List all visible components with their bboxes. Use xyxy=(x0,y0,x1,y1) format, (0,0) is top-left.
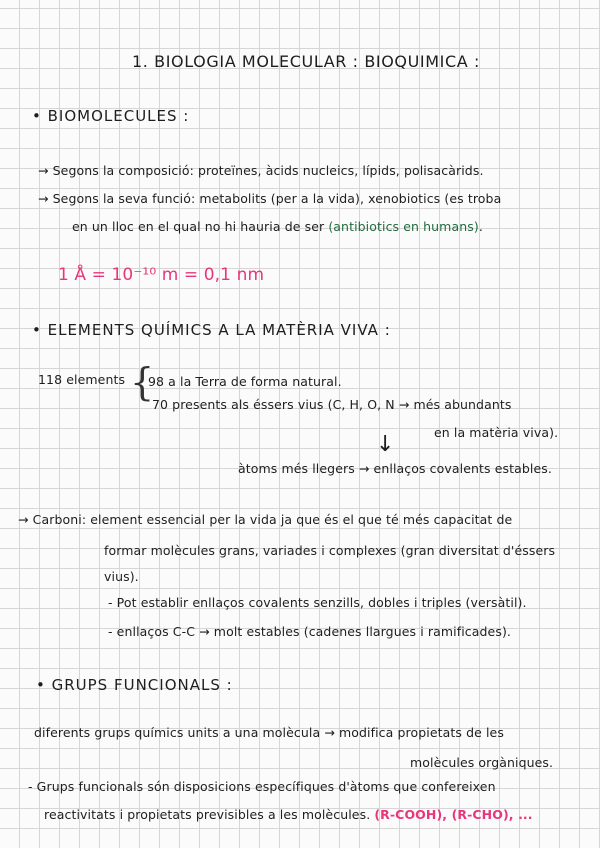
section-heading-biomolecules: • BIOMOLECULES : xyxy=(32,107,190,125)
function-line: → Segons la seva funció: metabolits (per a la vida), xenobiotics (es troba xyxy=(38,191,502,206)
page-title: 1. BIOLOGIA MOLECULAR : BIOQUIMICA : xyxy=(132,52,480,71)
section-heading-functional-groups: • GRUPS FUNCIONALS : xyxy=(36,676,233,694)
living-elements: 70 presents als éssers vius (C, H, O, N → més abundants xyxy=(152,397,512,412)
carbon-line-3: vius). xyxy=(104,569,139,584)
down-arrow-icon: ↓ xyxy=(376,432,395,457)
functional-group-examples: (R-COOH), (R-CHO), ... xyxy=(374,807,533,822)
functional-groups-line-1: diferents grups químics units a una molècula → modifica propietats de les xyxy=(34,725,504,740)
function-line-end: . xyxy=(478,219,483,234)
composition-line: → Segons la composició: proteïnes, àcids nucleics, lípids, polisacàrids. xyxy=(38,163,484,178)
light-atoms-line: àtoms més llegers → enllaços covalents estables. xyxy=(238,461,552,476)
functional-groups-text: reactivitats i propietats previsibles a les molècules. xyxy=(44,807,371,822)
natural-elements: 98 a la Terra de forma natural. xyxy=(148,374,342,389)
carbon-line-2: formar molècules grans, variades i complexes (gran diversitat d'éssers xyxy=(104,543,556,558)
carbon-line-1: → Carboni: element essencial per la vida ja que és el que té més capacitat de xyxy=(18,512,513,527)
function-line-continued xyxy=(72,219,483,235)
curly-brace: { xyxy=(130,360,155,404)
angstrom-formula: 1 Å = 10⁻¹⁰ m = 0,1 nm xyxy=(58,265,265,285)
living-elements-continued: en la matèria viva). xyxy=(434,425,559,440)
functional-groups-line-2: molècules orgàniques. xyxy=(410,755,554,770)
carbon-bonds-line: - Pot establir enllaços covalents senzills, dobles i triples (versàtil). xyxy=(108,595,527,610)
antibiotics-note: (antibiotics en humans) xyxy=(328,219,479,234)
carbon-cc-line: - enllaços C-C → molt estables (cadenes llargues i ramificades). xyxy=(108,624,511,639)
total-elements: 118 elements xyxy=(38,372,126,387)
functional-groups-line-3: - Grups funcionals són disposicions específiques d'àtoms que confereixen xyxy=(28,779,496,794)
functional-groups-line-4 xyxy=(44,807,533,823)
section-heading-elements: • ELEMENTS QUÍMICS A LA MATÈRIA VIVA : xyxy=(32,321,391,339)
function-line-text: en un lloc en el qual no hi hauria de ser xyxy=(72,219,325,234)
